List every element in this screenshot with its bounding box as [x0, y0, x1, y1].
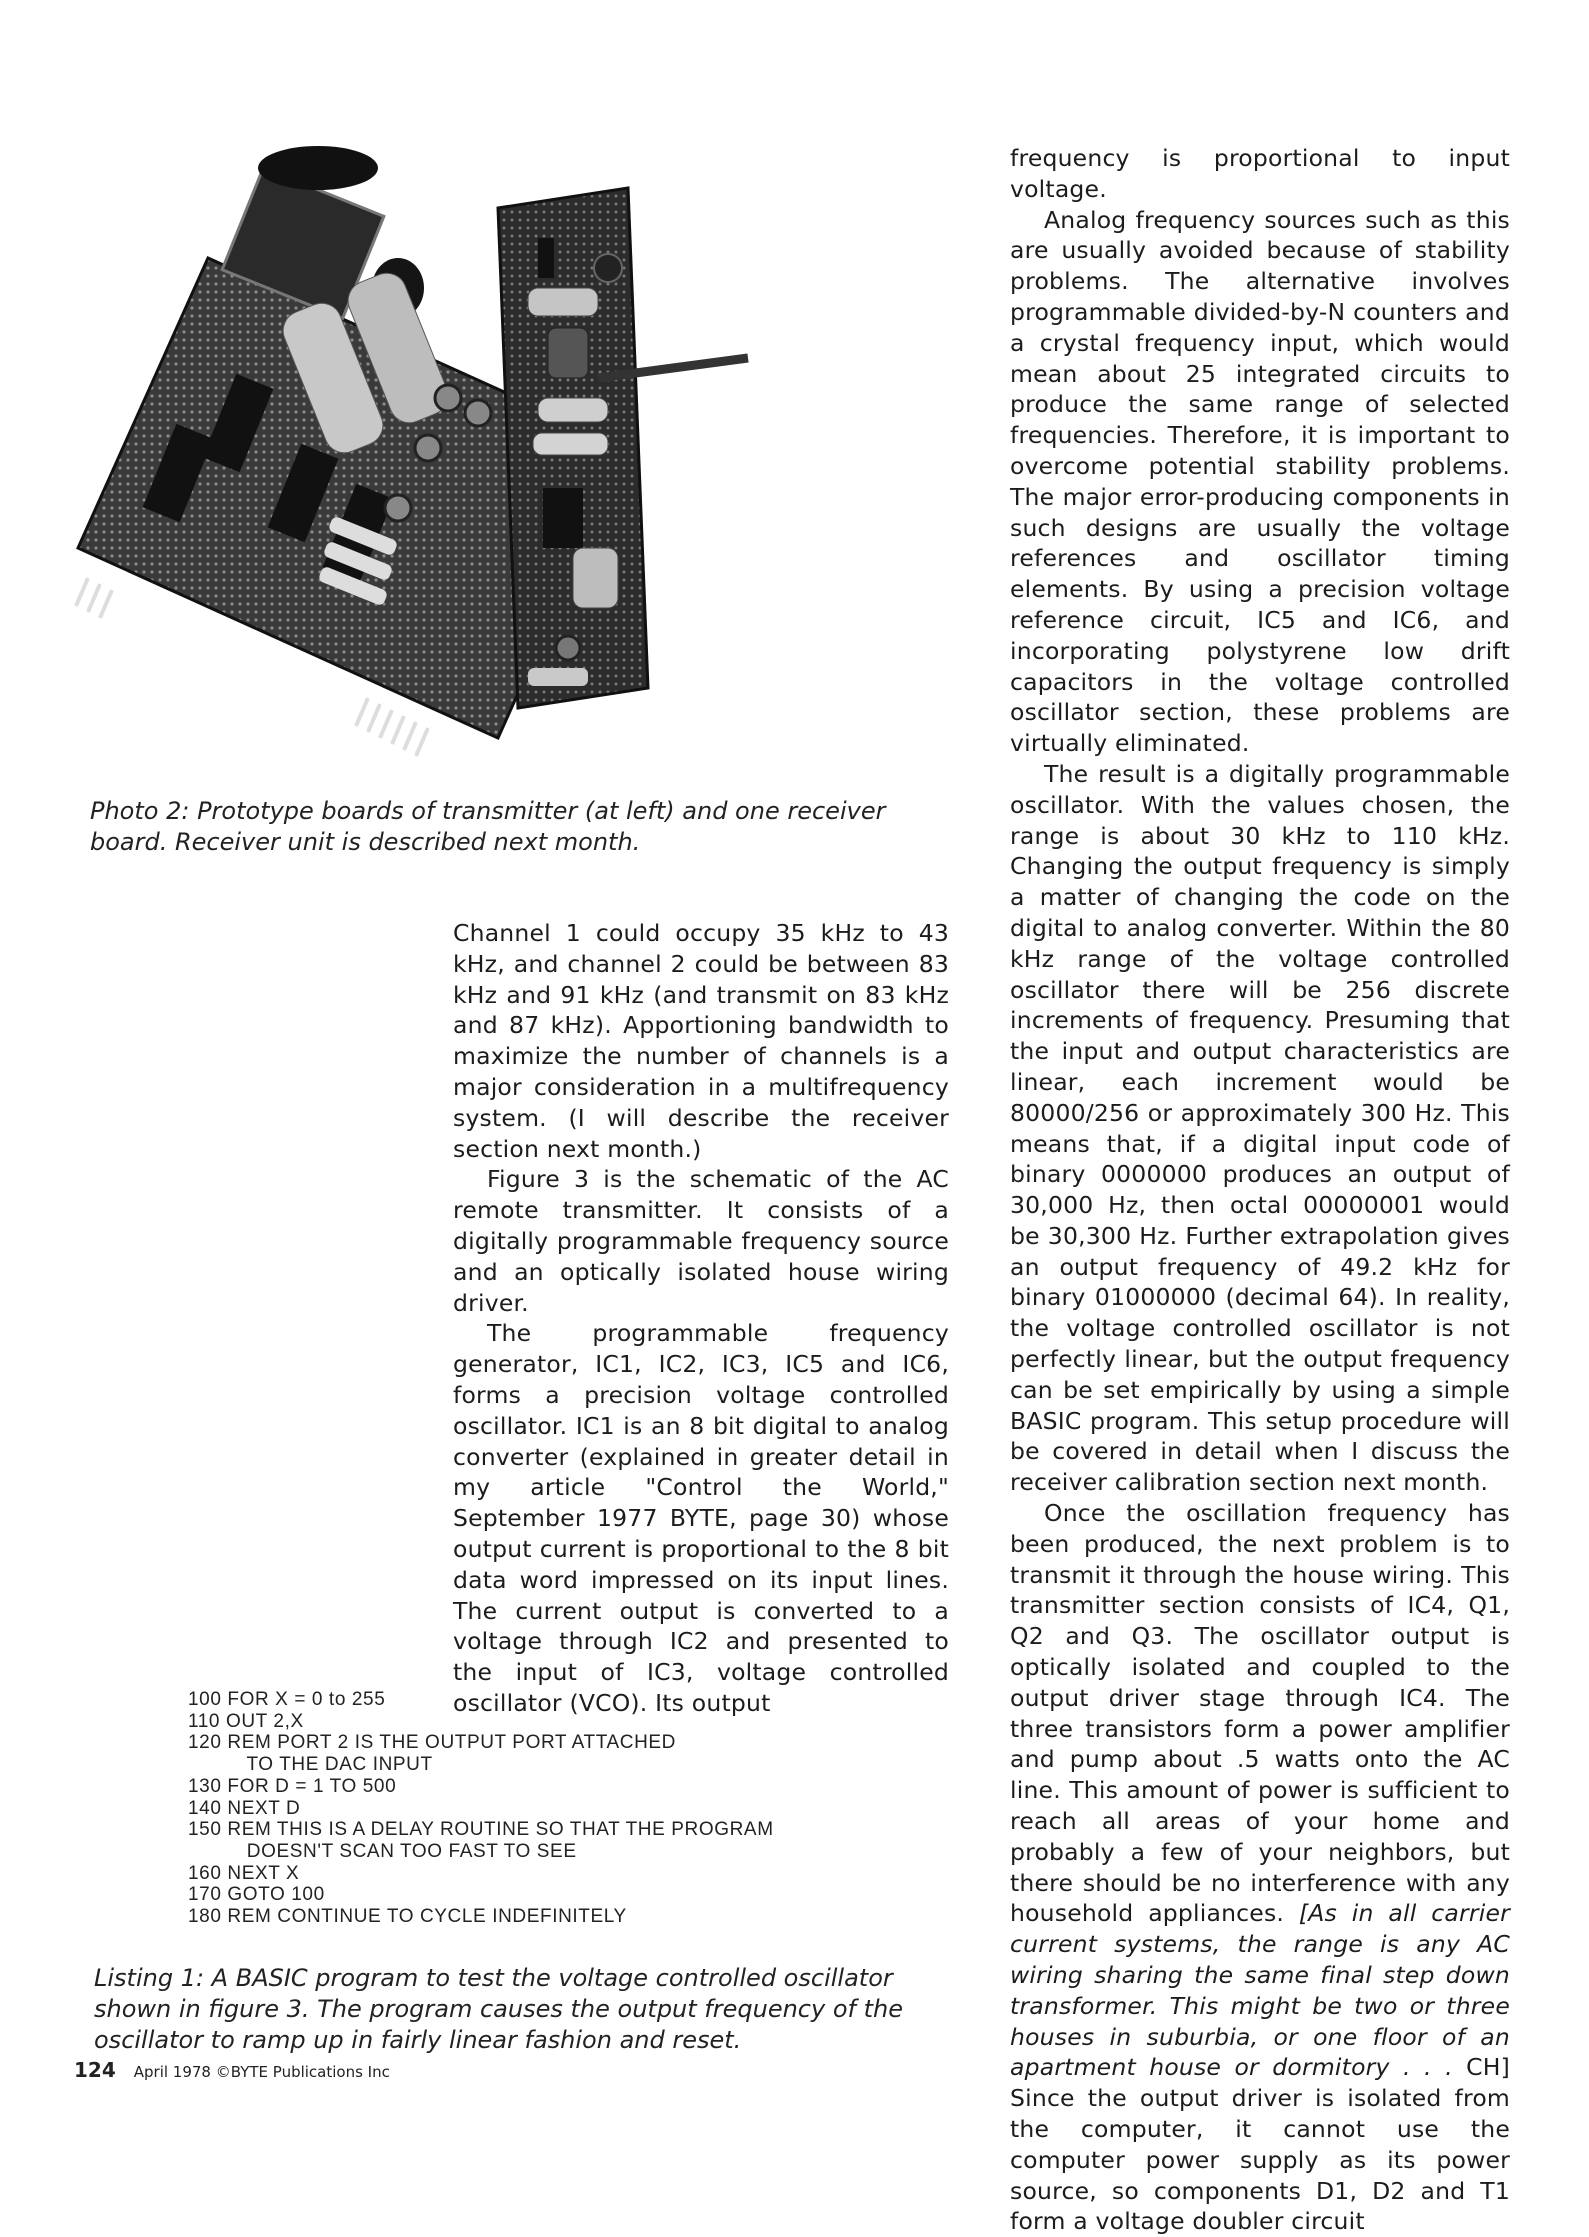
paragraph: The programmable frequency generator, IC1, IC2, IC3, IC5 and IC6, forms a precision voltage controlled oscillator. IC1 is an 8 bit digital to analog converter (explained in greater detail in my article "Control the World," September 1977 BYTE, page 30) whose output current is proportional to the 8 bit data word impressed on its input lines. The current output is converted to a voltage through IC2 and presented to the input of IC3, voltage controlled oscillator (VCO). Its output: [453, 1319, 949, 1717]
receiver-board: [498, 188, 748, 708]
paragraph-text: Since the output driver is isolated from the computer, it cannot use the computer power supply as its power source, so components D1, D2 and T1 form a voltage doubler circuit: [1010, 2084, 1510, 2236]
publication-line: April 1978 ©BYTE Publications Inc: [133, 2063, 390, 2081]
page-number: 124: [74, 2058, 116, 2082]
paragraph: [1010, 1498, 1510, 2237]
paragraph-text: Once the oscillation frequency has been produced, the next problem is to transmit it through the house wiring. This transmitter section consists of IC4, Q1, Q2 and Q3. The oscillator output is optically isolated and coupled to the output driver stage through IC4. The three transistors form a power amplifier and pump about .5 watts onto the AC line. This amount of power is sufficient to reach all areas of your home and probably a few of your neighbors, but there should be no interference with any household appliances.: [1010, 1499, 1510, 1928]
photo-caption: Photo 2: Prototype boards of transmitter (at left) and one receiver board. Receiver unit is described next month.: [90, 797, 886, 856]
editor-initials: CH]: [1466, 2053, 1511, 2082]
listing-line: 100 FOR X = 0 to 255: [188, 1689, 386, 1710]
listing-line: 140 NEXT D: [188, 1797, 301, 1819]
paragraph: Figure 3 is the schematic of the AC remote transmitter. It consists of a digitally programmable frequency source and an optically isolated house wiring driver.: [453, 1165, 949, 1317]
circuit-boards-photo: [68, 128, 948, 768]
editor-note: [As in all carrier current systems, the range is any AC wiring sharing the same final step down transformer. This might be two or three houses in suburbia, or one floor of an apartment house or dormitory . . .: [1010, 1899, 1510, 2082]
paragraph: Analog frequency sources such as this are usually avoided because of stability problems. The alternative involves programmable divided-by-N counters and a crystal frequency input, which would mean about 25 integrated circuits to produce the same range of selected frequencies. Therefore, it is important to overcome potential stability problems. The major error-producing components in such designs are usually the voltage references and oscillator timing elements. By using a precision voltage reference circuit, IC5 and IC6, and incorporating polystyrene low drift capacitors in the voltage controlled oscillator section, these problems are virtually eliminated.: [1010, 205, 1510, 758]
middle-column: [453, 918, 949, 1719]
paragraph: Channel 1 could occupy 35 kHz to 43 kHz, and channel 2 could be between 83 kHz and 91 kHz (and transmit on 83 kHz and 87 kHz). Apportioning bandwidth to maximize the number of channels is a major consideration in a multifrequency system. (I will describe the receiver section next month.): [453, 919, 949, 1163]
listing-line: 160 NEXT X: [188, 1862, 300, 1884]
basic-listing: [188, 1689, 948, 1928]
paragraph: frequency is proportional to input voltage.: [1010, 144, 1510, 203]
listing-line: TO THE DAC INPUT: [188, 1754, 433, 1776]
listing-line: 130 FOR D = 1 TO 500: [188, 1775, 397, 1797]
right-column: [1010, 143, 1510, 2237]
listing-caption: Listing 1: A BASIC program to test the voltage controlled oscillator shown in figure 3. The program causes the output frequency of the oscillator to ramp up in fairly linear fashion and reset.: [94, 1964, 903, 2054]
listing-line: DOESN'T SCAN TOO FAST TO SEE: [188, 1840, 577, 1862]
listing-line: 170 GOTO 100: [188, 1884, 325, 1906]
listing-line: 110 OUT 2,X: [188, 1710, 304, 1732]
paragraph: The result is a digitally programmable oscillator. With the values chosen, the range is about 30 kHz to 110 kHz. Changing the output frequency is simply a matter of changing the code on the digital to analog converter. Within the 80 kHz range of the voltage controlled oscillator there will be 256 discrete increments of frequency. Presuming that the input and output characteristics are linear, each increment would be 80000/256 or approximately 300 Hz. This means that, if a digital input code of binary 0000000 produces an output of 30,000 Hz, then octal 00000001 would be 30,300 Hz. Further extrapolation gives an output frequency of 49.2 kHz for binary 01000000 (decimal 64). In reality, the voltage controlled oscillator is not perfectly linear, but the output frequency can be set empirically by using a simple BASIC program. This setup procedure will be covered in detail when I discuss the receiver calibration section next month.: [1010, 759, 1510, 1497]
page-footer: [74, 2058, 390, 2082]
listing-line: 120 REM PORT 2 IS THE OUTPUT PORT ATTACHED: [188, 1732, 676, 1754]
listing-line: 150 REM THIS IS A DELAY ROUTINE SO THAT THE PROGRAM: [188, 1819, 774, 1841]
listing-line: 180 REM CONTINUE TO CYCLE INDEFINITELY: [188, 1906, 627, 1928]
